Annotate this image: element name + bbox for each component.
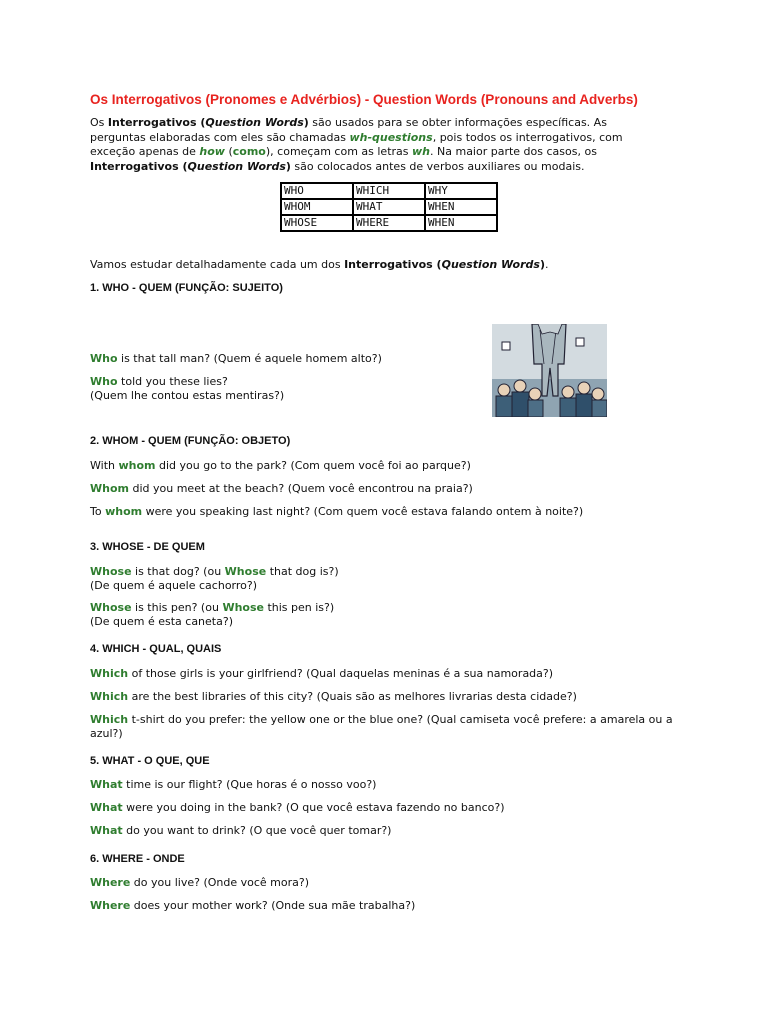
example-text: is this pen? (ou [131,601,223,614]
table-cell: WHICH [353,183,425,199]
table-row [281,215,497,231]
section-heading-who: 1. WHO - QUEM (FUNÇÃO: SUJEITO) [90,282,283,294]
keyword: Who [90,352,118,365]
intro-bold-italic: Question Words [205,116,304,129]
intro-text: são colocados antes de verbos auxiliares ou modais. [290,159,585,173]
example-which-2 [90,690,577,704]
table-cell: WHOM [281,199,353,215]
example-where-2 [90,899,415,913]
page-title: Os Interrogativos (Pronomes e Advérbios) - Question Words (Pronouns and Adverbs) [90,92,638,107]
example-which-3 [90,713,673,741]
example-text: were you doing in the bank? (O que você estava fazendo no banco?) [122,801,505,814]
keyword: What [90,824,123,837]
keyword: Whose [222,601,264,614]
table-cell: WHOSE [281,215,353,231]
example-text: do you want to drink? (O que você quer tomar?) [122,824,392,837]
section-heading-whose: 3. WHOSE - DE QUEM [90,541,205,553]
example-who-2 [90,375,284,403]
study-bold-italic: Question Words [441,258,540,271]
example-text: that dog is?) [266,565,339,578]
study-intro [90,258,549,272]
example-text: did you meet at the beach? (Quem você encontrou na praia?) [128,482,473,495]
keyword: Whose [90,565,132,578]
keyword: Where [90,876,131,889]
example-whose-1 [90,565,339,593]
table-cell: WHY [425,183,497,199]
example-text: time is our flight? (Que horas é o nosso voo?) [122,778,377,791]
intro-text: , pois todos os interrogativos, com exceção apenas de [90,130,623,158]
example-whom-2 [90,482,473,496]
table-cell: WHEN [425,199,497,215]
keyword: whom [118,459,156,472]
example-translation: (De quem é aquele cachorro?) [90,579,258,592]
example-text: were you speaking last night? (Com quem você estava falando ontem à noite?) [142,505,584,518]
example-text: With [90,459,119,472]
example-text: are the best libraries of this city? (Quais são as melhores livrarias desta cidade?) [128,690,577,703]
intro-text: ( [224,145,233,158]
keyword: Which [90,667,129,680]
intro-bold: ) [285,159,291,173]
study-text: . [545,258,549,271]
table-row [281,183,497,199]
example-text: does your mother work? (Onde sua mãe trabalha?) [130,899,416,912]
wh-term: wh [412,145,431,158]
table-cell: WHEN [425,215,497,231]
example-text: told you these lies? [117,375,228,388]
example-whose-2 [90,601,334,629]
example-text: of those girls is your girlfriend? (Qual daquelas meninas é a sua namorada?) [128,667,554,680]
example-whom-3 [90,505,583,519]
intro-text: . Na maior parte dos casos, os [430,145,597,158]
intro-bold: ) [303,116,309,129]
how-term: how [199,145,225,158]
example-translation: (De quem é esta caneta?) [90,615,233,628]
question-words-table [280,182,498,232]
study-bold: Interrogativos ( [344,258,442,271]
keyword: Whose [90,601,132,614]
example-text: is that dog? (ou [131,565,225,578]
intro-text: ), começam com as letras [265,145,413,158]
keyword: whom [105,505,143,518]
intro-bold-italic: Question Words [187,159,286,173]
table-cell: WHAT [353,199,425,215]
keyword: Where [90,899,131,912]
example-where-1 [90,876,309,890]
table-cell: WHO [281,183,353,199]
section-heading-whom: 2. WHOM - QUEM (FUNÇÃO: OBJETO) [90,435,291,447]
keyword: Which [90,690,129,703]
example-text: t-shirt do you prefer: the yellow one or the blue one? (Qual camiseta você prefere: a amarela ou a [128,713,673,726]
intro-bold: Interrogativos ( [90,159,188,173]
example-translation: (Quem lhe contou estas mentiras?) [90,389,285,402]
example-who-1 [90,352,382,366]
section-heading-where: 6. WHERE - ONDE [90,853,185,865]
example-what-1 [90,778,376,792]
study-bold: ) [539,258,545,271]
tall-man-illustration [492,324,607,417]
example-text: azul?) [90,727,123,740]
keyword: What [90,778,123,791]
como-term: como [232,145,266,158]
example-text: do you live? (Onde você mora?) [130,876,310,889]
keyword: Who [90,375,118,388]
example-what-2 [90,801,505,815]
example-whom-1 [90,459,471,473]
example-text: did you go to the park? (Com quem você foi ao parque?) [155,459,471,472]
example-text: To [90,505,106,518]
section-heading-which: 4. WHICH - QUAL, QUAIS [90,643,222,655]
study-text: Vamos estudar detalhadamente cada um dos [90,258,345,271]
keyword: Whom [90,482,129,495]
intro-paragraph [90,116,665,174]
intro-bold: Interrogativos ( [107,116,206,129]
keyword: Which [90,713,129,726]
keyword: What [90,801,123,814]
example-which-1 [90,667,553,681]
table-cell: WHERE [353,215,425,231]
example-text: is that tall man? (Quem é aquele homem alto?) [117,352,382,365]
example-what-3 [90,824,391,838]
example-text: this pen is?) [263,601,335,614]
table-row [281,199,497,215]
section-heading-what: 5. WHAT - O QUE, QUE [90,755,210,767]
intro-text: são usados para se obter informações específicas. As perguntas elaboradas com eles são chamadas [90,116,607,144]
intro-text: Os [90,116,108,129]
wh-questions-term: wh-questions [349,130,433,144]
keyword: Whose [224,565,267,578]
